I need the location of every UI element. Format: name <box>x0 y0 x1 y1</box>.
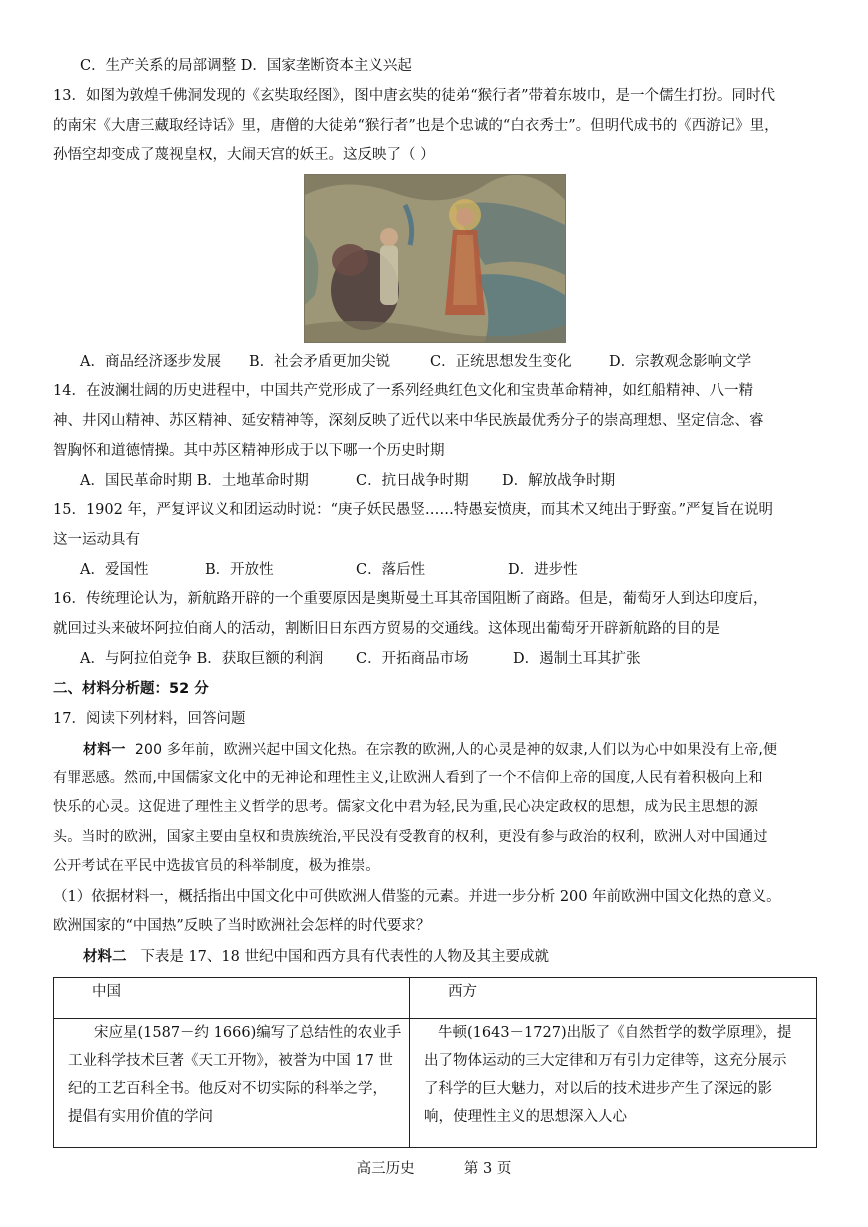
china-cell-line: 提倡有实用价值的学问 <box>68 1109 213 1125</box>
footer-subject: 高三历史 <box>356 1161 415 1177</box>
q15-text-line-1: 15．1902 年，严复评议义和团运动时说：“庚子妖民愚竖……特愚妄愤庚，而其术又纯出于野蛮。”严复旨在说明 <box>53 502 774 518</box>
table-row <box>54 1019 817 1148</box>
q15-text-line-2: 这一运动具有 <box>53 532 140 548</box>
q17-sub1-line-1: （1）依据材料一，概括指出中国文化中可供欧洲人借鉴的元素。并进一步分析 200 年前欧洲中国文化热的意义。 <box>53 889 781 905</box>
q17-sub1-line-2: 欧洲国家的“中国热”反映了当时欧洲社会怎样的时代要求？ <box>53 918 431 934</box>
china-cell-line: 宋应星(1587－约 1666)编写了总结性的农业手 <box>94 1025 402 1041</box>
q16-option-ab: A．与阿拉伯竞争 B．获取巨额的利润 <box>80 651 324 667</box>
china-cell-line: 工业科学技术巨著《天工开物》，被誉为中国 17 世 <box>68 1053 393 1069</box>
material1-line-3: 快乐的心灵。这促进了理性主义哲学的思考。儒家文化中君为轻,民为重,民心决定政权的思想，成为民主思想的源 <box>53 799 759 815</box>
q13-option-a: A．商品经济逐步发展 <box>80 354 221 370</box>
q15-option-c: C．落后性 <box>356 562 426 578</box>
q14-option-d: D．解放战争时期 <box>502 473 616 489</box>
q16-option-d: D．遏制土耳其扩张 <box>513 651 641 667</box>
west-cell-line: 响，使理性主义的思想深入人心 <box>424 1109 627 1125</box>
q15-option-b: B．开放性 <box>205 562 274 578</box>
table-cell-china <box>54 1019 410 1148</box>
xuanzang-pilgrimage-mural-image <box>304 174 566 343</box>
q13-text-line-2: 的南宋《大唐三藏取经诗话》里，唐僧的大徒弟“猴行者”也是个忠诚的“白衣秀士”。但明代成书的《西游记》里， <box>53 118 779 134</box>
q13-option-c: C．正统思想发生变化 <box>430 354 572 370</box>
q14-text-line-1: 14．在波澜壮阔的历史进程中，中国共产党形成了一系列经典红色文化和宝贵革命精神，如红船精神、八一精 <box>53 383 753 399</box>
q16-option-c: C．开拓商品市场 <box>356 651 469 667</box>
footer-page-number: 第 3 页 <box>463 1161 512 1177</box>
section-heading: 二、材料分析题：52 分 <box>53 681 209 697</box>
q13-option-b: B．社会矛盾更加尖锐 <box>249 354 391 370</box>
q14-text-line-2: 神、井冈山精神、苏区精神、延安精神等，深刻反映了近代以来中华民族最优秀分子的崇高理想、坚定信念、睿 <box>53 413 764 429</box>
material1-line-5: 公开考试在平民中选拔官员的科举制度，极为推崇。 <box>53 858 380 874</box>
q14-text-line-3: 智胸怀和道德情操。其中苏区精神形成于以下哪一个历史时期 <box>53 443 445 459</box>
q16-text-line-1: 16．传统理论认为，新航路开辟的一个重要原因是奥斯曼土耳其帝国阻断了商路。但是，葡萄牙人到达印度后， <box>53 591 768 607</box>
q14-option-ab: A．国民革命时期 B．土地革命时期 <box>80 473 309 489</box>
q13-text-line-3: 孙悟空却变成了蔑视皇权，大闹天宫的妖王。这反映了（ ） <box>53 147 435 163</box>
china-cell-line: 纪的工艺百科全书。他反对不切实际的科举之学， <box>68 1081 387 1097</box>
page-footer <box>0 1159 868 1179</box>
achievements-table <box>53 977 817 1148</box>
material2-label: 材料二 <box>83 949 127 965</box>
material1-line-2: 有罪恶感。然而,中国儒家文化中的无神论和理性主义,让欧洲人看到了一个不信仰上帝的国度,人民有着积极向上和 <box>53 770 763 786</box>
q15-option-d: D．进步性 <box>508 562 578 578</box>
table-cell-west <box>410 1019 817 1148</box>
material1-text-1: 200 多年前，欧洲兴起中国文化热。在宗教的欧洲,人的心灵是神的奴隶,人们以为心中如果没有上帝,便 <box>134 742 778 758</box>
material1-line-4: 头。当时的欧洲，国家主要由皇权和贵族统治,平民没有受教育的权利，更没有参与政治的权利，欧洲人对中国通过 <box>53 829 768 845</box>
table-header-west: 西方 <box>410 978 817 1019</box>
table-header-row <box>54 978 817 1019</box>
q14-option-c: C．抗日战争时期 <box>356 473 469 489</box>
material1-label: 材料一 <box>83 742 126 758</box>
west-cell-line: 出了物体运动的三大定律和万有引力定律等，这充分展示 <box>424 1053 787 1069</box>
q15-option-a: A．爱国性 <box>80 562 149 578</box>
q17-intro: 17．阅读下列材料，回答问题 <box>53 711 246 727</box>
material2-line <box>83 947 549 967</box>
west-cell-line: 牛顿(1643－1727)出版了《自然哲学的数学原理》，提 <box>438 1025 792 1041</box>
material1-line-1 <box>83 740 777 760</box>
q16-text-line-2: 就回过头来破坏阿拉伯商人的活动，割断旧日东西方贸易的交通线。这体现出葡萄牙开辟新航路的目的是 <box>53 621 720 637</box>
west-cell-line: 了科学的巨大魅力，对以后的技术进步产生了深远的影 <box>424 1081 772 1097</box>
q12-options-continued: C．生产关系的局部调整 D．国家垄断资本主义兴起 <box>80 58 412 74</box>
q13-text-line-1: 13．如图为敦煌千佛洞发现的《玄奘取经图》，图中唐玄奘的徒弟“猴行者”带着东坡巾，是一个儒生打扮。同时代 <box>53 88 776 104</box>
q13-option-d: D．宗教观念影响文学 <box>609 354 752 370</box>
table-header-china: 中国 <box>54 978 410 1019</box>
material2-text: 下表是 17、18 世纪中国和西方具有代表性的人物及其主要成就 <box>140 949 549 965</box>
